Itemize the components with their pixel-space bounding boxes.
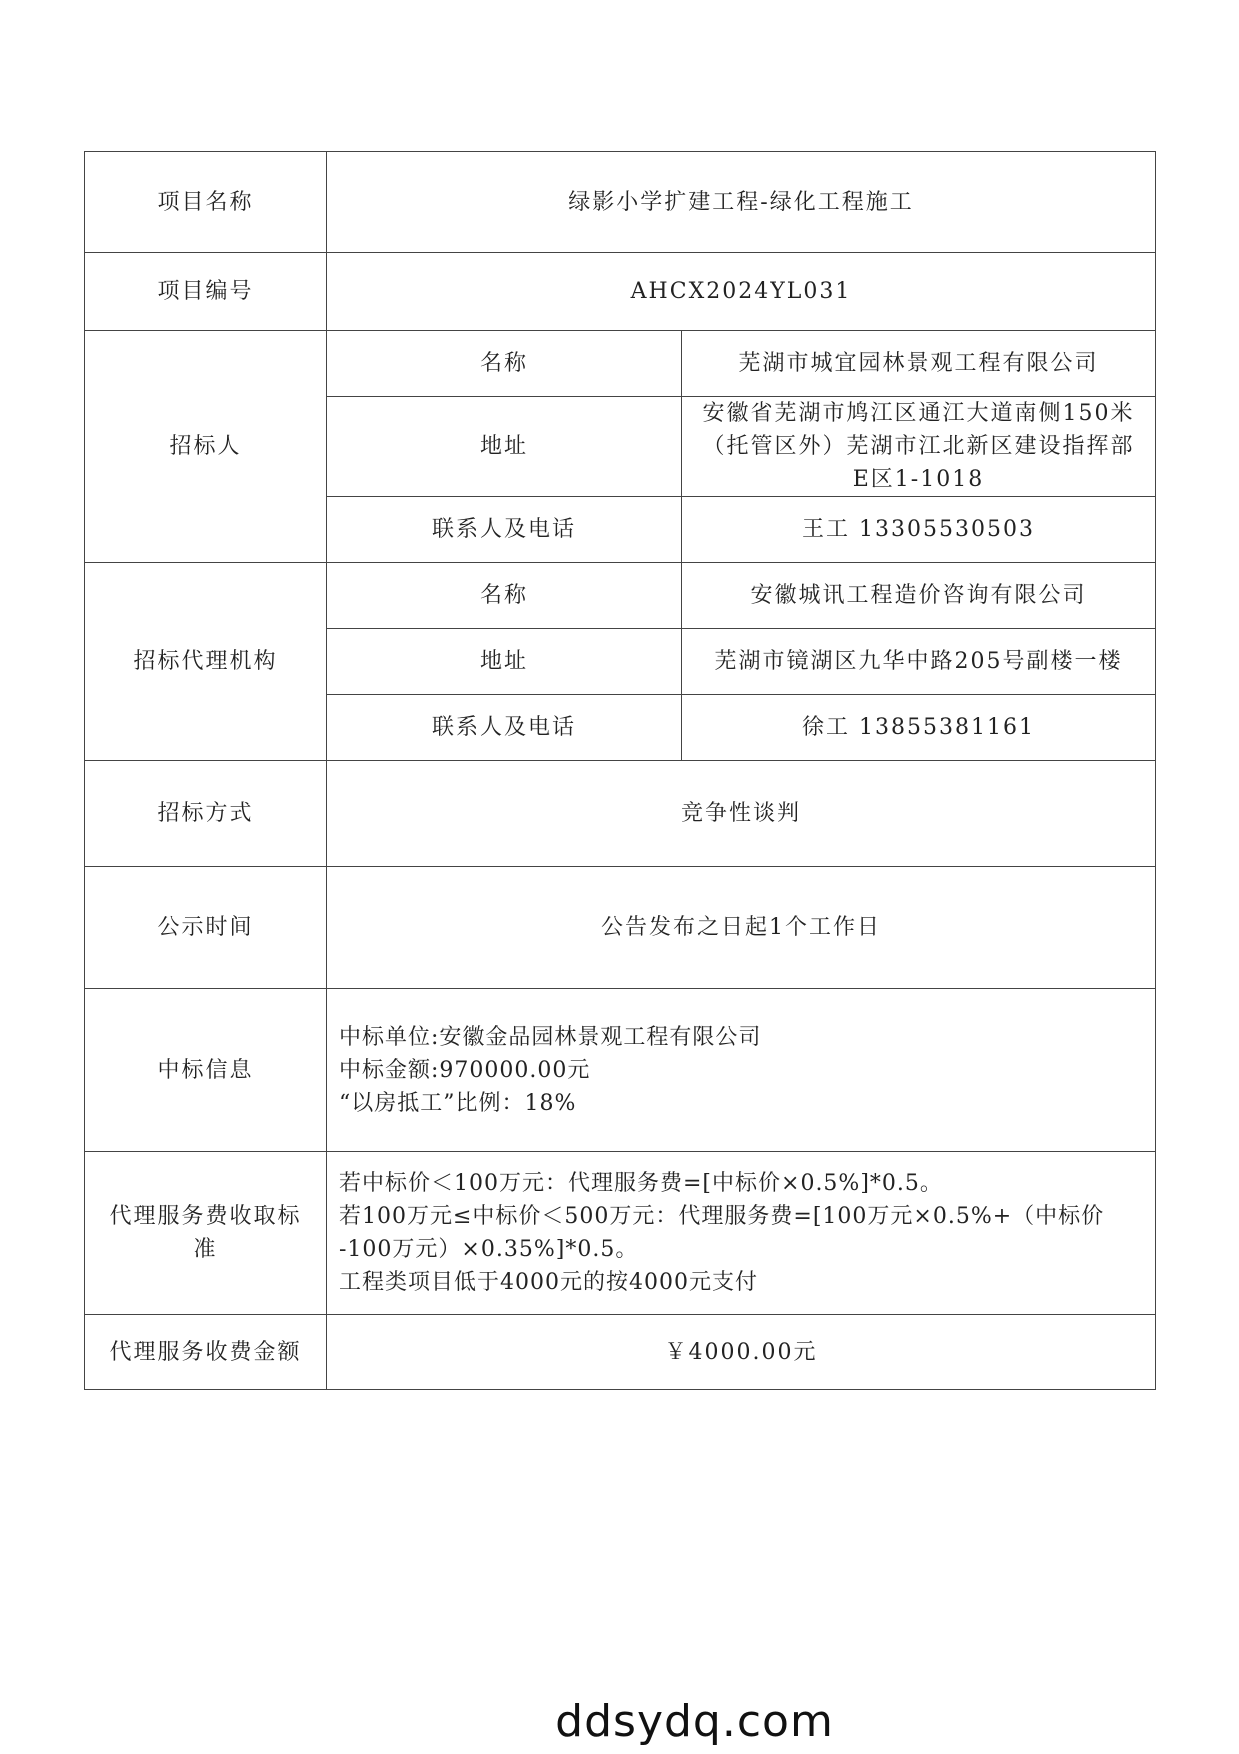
project-name-row — [85, 152, 1156, 253]
agency-name-row — [85, 563, 1156, 629]
winning-row — [85, 989, 1156, 1152]
agency-name-label: 名称 — [327, 563, 682, 629]
watermark-text: ddsydq.com — [555, 1696, 834, 1747]
fee-standard-line: 工程类项目低于4000元的按4000元支付 — [339, 1270, 758, 1295]
publicity-value: 公告发布之日起1个工作日 — [327, 867, 1156, 989]
fee-amount-value: ￥4000.00元 — [327, 1315, 1156, 1390]
method-value: 竞争性谈判 — [327, 761, 1156, 867]
fee-amount-row — [85, 1315, 1156, 1390]
tenderer-address-line: （托管区外）芜湖市江北新区建设指挥部 — [702, 434, 1135, 459]
tenderer-name-value: 芜湖市城宜园林景观工程有限公司 — [682, 331, 1156, 397]
tenderer-address-label: 地址 — [327, 397, 682, 497]
tenderer-address-line: 安徽省芜湖市鸠江区通江大道南侧150米 — [702, 401, 1135, 426]
project-name-value: 绿影小学扩建工程-绿化工程施工 — [327, 152, 1156, 253]
tenderer-name-row — [85, 331, 1156, 397]
fee-standard-label-line: 代理服务费收取标 — [109, 1204, 302, 1229]
fee-standard-line: 若100万元≤中标价＜500万元：代理服务费=[100万元×0.5%+（中标价 — [339, 1204, 1105, 1229]
tenderer-contact-label: 联系人及电话 — [327, 497, 682, 563]
result-table — [84, 151, 1156, 1390]
tenderer-name-label: 名称 — [327, 331, 682, 397]
fee-standard-label — [85, 1152, 327, 1315]
project-name-label: 项目名称 — [85, 152, 327, 253]
agency-address-label: 地址 — [327, 629, 682, 695]
fee-amount-label: 代理服务收费金额 — [85, 1315, 327, 1390]
method-row — [85, 761, 1156, 867]
fee-standard-label-line: 准 — [193, 1237, 218, 1262]
winning-line: “以房抵工”比例：18% — [339, 1090, 577, 1116]
project-code-row — [85, 253, 1156, 331]
fee-standard-value — [327, 1152, 1156, 1315]
tenderer-label: 招标人 — [85, 331, 327, 563]
fee-standard-row — [85, 1152, 1156, 1315]
winning-line: 中标金额:970000.00元 — [339, 1057, 591, 1083]
method-label: 招标方式 — [85, 761, 327, 867]
tenderer-address-value — [682, 397, 1156, 497]
winning-value — [327, 989, 1156, 1152]
agency-label: 招标代理机构 — [85, 563, 327, 761]
tenderer-contact-value: 王工 13305530503 — [682, 497, 1156, 563]
tenderer-address-line: E区1-1018 — [852, 467, 985, 492]
publicity-label: 公示时间 — [85, 867, 327, 989]
publicity-row — [85, 867, 1156, 989]
agency-contact-label: 联系人及电话 — [327, 695, 682, 761]
winning-label: 中标信息 — [85, 989, 327, 1152]
project-code-label: 项目编号 — [85, 253, 327, 331]
agency-contact-value: 徐工 13855381161 — [682, 695, 1156, 761]
fee-standard-line: 若中标价＜100万元：代理服务费=[中标价×0.5%]*0.5。 — [339, 1171, 943, 1196]
agency-address-value: 芜湖市镜湖区九华中路205号副楼一楼 — [682, 629, 1156, 695]
project-code-value: AHCX2024YL031 — [327, 253, 1156, 331]
winning-line: 中标单位:安徽金品园林景观工程有限公司 — [339, 1024, 762, 1050]
agency-name-value: 安徽城讯工程造价咨询有限公司 — [682, 563, 1156, 629]
fee-standard-line: -100万元）×0.35%]*0.5。 — [339, 1237, 639, 1262]
